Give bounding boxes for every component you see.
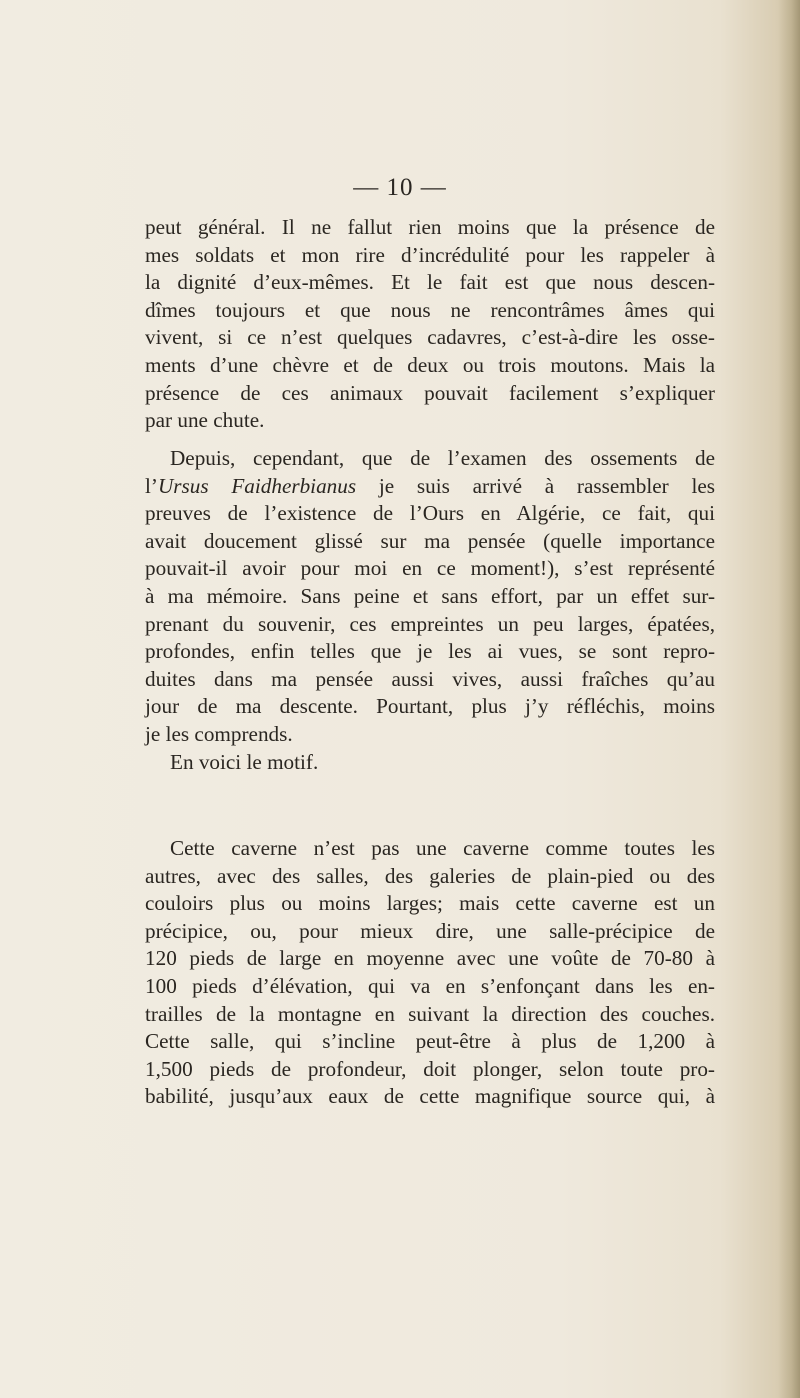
text-line: 100 pieds d’élévation, qui va en s’enfonçant dans les en- bbox=[145, 973, 715, 998]
paragraph-2 bbox=[145, 445, 715, 776]
text-line: autres, avec des salles, des galeries de plain-pied ou des bbox=[145, 863, 715, 888]
text-line: vivent, si ce n’est quelques cadavres, c’est-à-dire les osse- bbox=[145, 325, 715, 350]
text-line: Cette caverne n’est pas une caverne comme toutes les bbox=[170, 836, 715, 860]
text-line: trailles de la montagne en suivant la direction des couches. bbox=[145, 1001, 715, 1026]
text-line: peut général. Il ne fallut rien moins que la présence de bbox=[145, 215, 715, 239]
page-number: — 10 — bbox=[353, 174, 447, 201]
paragraph-3 bbox=[145, 835, 715, 1111]
text-line: Cette salle, qui s’incline peut-être à plus de 1,200 à bbox=[145, 1029, 715, 1054]
species-name: Ursus Faidherbianus bbox=[157, 473, 357, 498]
text-line: 120 pieds de large en moyenne avec une voûte de 70-80 à bbox=[145, 946, 715, 971]
article: l’ bbox=[145, 473, 158, 498]
text-line: jour de ma descente. Pourtant, plus j’y réfléchis, moins bbox=[145, 694, 715, 719]
text-line: Depuis, cependant, que de l’examen des ossements de bbox=[170, 446, 715, 470]
text-line: précipice, ou, pour mieux dire, une salle-précipice de bbox=[145, 918, 715, 943]
text-line: la dignité d’eux-mêmes. Et le fait est que nous descen- bbox=[145, 270, 715, 295]
text-line: prenant du souvenir, ces empreintes un peu larges, épatées, bbox=[145, 611, 715, 636]
text-line: avait doucement glissé sur ma pensée (quelle importance bbox=[145, 528, 715, 553]
text-line: duites dans ma pensée aussi vives, aussi fraîches qu’au bbox=[145, 666, 715, 691]
paragraph-1 bbox=[145, 214, 715, 435]
text-line: à ma mémoire. Sans peine et sans effort, par un effet sur- bbox=[145, 583, 715, 608]
text-line: babilité, jusqu’aux eaux de cette magnifique source qui, à bbox=[145, 1084, 715, 1109]
text-line: En voici le motif. bbox=[170, 749, 319, 774]
text-fragment: je suis arrivé à rassembler les bbox=[356, 473, 715, 498]
text-line-with-species-name bbox=[145, 473, 715, 501]
text-line: je les comprends. bbox=[145, 721, 293, 746]
text-line: ments d’une chèvre et de deux ou trois moutons. Mais la bbox=[145, 352, 715, 377]
page-edge-shadow bbox=[778, 0, 800, 1398]
text-line: par une chute. bbox=[145, 408, 265, 433]
text-line: pouvait-il avoir pour moi en ce moment!), s’est représenté bbox=[145, 556, 715, 581]
text-line: profondes, enfin telles que je les ai vues, se sont repro- bbox=[145, 639, 715, 664]
text-line: dîmes toujours et que nous ne rencontrâmes âmes qui bbox=[145, 297, 715, 322]
text-line: preuves de l’existence de l’Ours en Algérie, ce fait, qui bbox=[145, 501, 715, 526]
text-line: mes soldats et mon rire d’incrédulité pour les rappeler à bbox=[145, 242, 715, 267]
text-line: 1,500 pieds de profondeur, doit plonger, selon toute pro- bbox=[145, 1056, 715, 1081]
text-line: présence de ces animaux pouvait facilement s’expliquer bbox=[145, 380, 715, 405]
text-line: couloirs plus ou moins larges; mais cette caverne est un bbox=[145, 891, 715, 916]
